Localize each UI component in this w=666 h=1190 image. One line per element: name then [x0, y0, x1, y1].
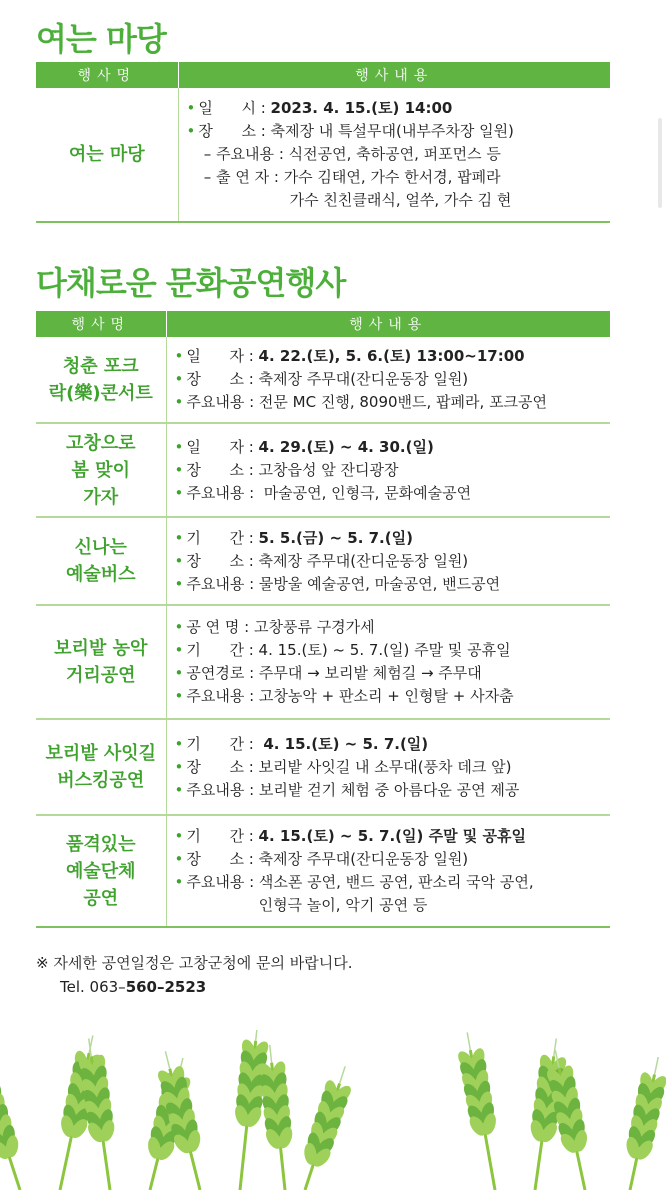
- opening-event-table: [36, 62, 610, 223]
- contact-note: [36, 951, 353, 999]
- bullet-icon: •: [174, 873, 184, 891]
- detail-label: 주요내용: [186, 873, 245, 891]
- section-title-culture: 다채로운 문화공연행사: [36, 264, 346, 302]
- detail-label: 장 소: [186, 460, 244, 479]
- note-text: ※ 자세한 공연일정은 고창군청에 문의 바랍니다.: [36, 954, 353, 972]
- event-row: [36, 517, 610, 605]
- event-details: [166, 719, 610, 815]
- detail-line: [175, 436, 611, 459]
- detail-separator: :: [244, 687, 259, 705]
- event-name: 여는 마당: [36, 88, 178, 222]
- detail-label: 일 시: [198, 99, 256, 117]
- detail-value: 인형극 놀이, 악기 공연 등: [258, 896, 428, 914]
- culture-event-table: [36, 311, 610, 928]
- detail-value: 2023. 4. 15.(토) 14:00: [270, 99, 453, 117]
- detail-label: 장 소: [186, 370, 244, 388]
- bullet-icon: •: [174, 780, 184, 799]
- detail-label: 장 소: [186, 757, 244, 776]
- detail-separator: :: [243, 734, 264, 753]
- detail-value: 식전공연, 축하공연, 퍼포먼스 등: [288, 145, 501, 163]
- bullet-icon: •: [174, 641, 184, 659]
- detail-value: 5. 5.(금) ~ 5. 7.(일): [258, 528, 413, 547]
- event-row: [36, 423, 610, 517]
- bullet-icon: •: [174, 483, 184, 502]
- bullet-icon: •: [174, 460, 184, 479]
- detail-label: 장 소: [198, 122, 256, 140]
- detail-label: 일 자: [186, 347, 244, 365]
- detail-line: [187, 143, 611, 166]
- detail-value: 물방울 예술공연, 마술공연, 밴드공연: [258, 574, 501, 593]
- detail-separator: :: [269, 168, 284, 186]
- detail-separator: :: [274, 145, 289, 163]
- detail-label: 기 간: [186, 528, 244, 547]
- detail-line: [187, 166, 611, 189]
- detail-line: [175, 871, 611, 894]
- detail-line: [175, 550, 611, 573]
- header-event-name: 행사명: [36, 311, 166, 337]
- detail-separator: :: [243, 757, 259, 776]
- detail-value: 고창농악 + 판소리 + 인형탈 + 사자춤: [258, 687, 514, 705]
- bullet-icon: •: [174, 528, 184, 547]
- detail-label: 기 간: [186, 734, 244, 753]
- detail-line: [175, 685, 611, 708]
- detail-separator: :: [244, 483, 264, 502]
- bullet-icon: •: [186, 122, 196, 140]
- detail-separator: :: [239, 618, 254, 636]
- detail-label: – 출 연 자: [189, 168, 270, 186]
- bullet-icon: •: [174, 827, 184, 845]
- event-details: [166, 423, 610, 517]
- detail-label: 장 소: [186, 551, 244, 570]
- detail-label: 주요내용: [186, 687, 245, 705]
- detail-line: [175, 639, 611, 662]
- detail-separator: :: [243, 347, 259, 365]
- detail-line: [175, 662, 611, 685]
- detail-value: 4. 15.(토) ~ 5. 7.(일): [263, 734, 429, 753]
- detail-label: [178, 896, 245, 914]
- detail-separator: :: [244, 574, 259, 593]
- detail-line: [175, 368, 611, 391]
- detail-value: 4. 15.(토) ~ 5. 7.(일) 주말 및 공휴일: [258, 827, 526, 845]
- event-details: [166, 815, 610, 927]
- detail-value: 가수 김태연, 가수 한서경, 팝페라: [283, 168, 501, 186]
- event-row: [36, 719, 610, 815]
- detail-value: 마술공연, 인형극, 문화예술공연: [263, 483, 472, 502]
- detail-line: [175, 825, 611, 848]
- detail-separator: :: [243, 827, 259, 845]
- detail-separator: :: [243, 641, 259, 659]
- detail-separator: :: [243, 850, 259, 868]
- detail-value: 4. 29.(토) ~ 4. 30.(일): [258, 437, 434, 456]
- bullet-icon: •: [174, 618, 184, 636]
- detail-line: [175, 779, 611, 802]
- detail-line: [175, 894, 611, 917]
- event-name: 신나는 예술버스: [36, 517, 166, 605]
- phone-number: [36, 975, 353, 999]
- event-details: [166, 605, 610, 719]
- bullet-icon: •: [174, 757, 184, 776]
- detail-value: 축제장 주무대(잔디운동장 일원): [258, 370, 469, 388]
- bullet-icon: •: [174, 664, 184, 682]
- detail-separator: :: [244, 393, 259, 411]
- detail-value: 보리밭 사잇길 내 소무대(풍차 데크 앞): [258, 757, 512, 776]
- event-row: [36, 337, 610, 423]
- event-details: [166, 517, 610, 605]
- event-details: [178, 88, 610, 222]
- detail-value: 전문 MC 진행, 8090밴드, 팝페라, 포크공연: [258, 393, 548, 411]
- event-name: 보리밭 사잇길 버스킹공연: [36, 719, 166, 815]
- detail-label: – 주요내용: [189, 145, 275, 163]
- detail-separator: :: [244, 780, 259, 799]
- detail-label: 주요내용: [186, 483, 245, 502]
- detail-separator: :: [244, 664, 259, 682]
- detail-line: [175, 616, 611, 639]
- bullet-icon: •: [174, 347, 184, 365]
- detail-line: [175, 345, 611, 368]
- detail-separator: :: [255, 99, 271, 117]
- wheat-stalks-icon: [0, 1030, 666, 1190]
- event-name: 청춘 포크 락(樂)콘서트: [36, 337, 166, 423]
- event-row: [36, 815, 610, 927]
- detail-line: [175, 573, 611, 596]
- bullet-icon: •: [174, 850, 184, 868]
- detail-label: 일 자: [186, 437, 244, 456]
- detail-line: [175, 848, 611, 871]
- header-event-content: 행사내용: [178, 62, 610, 88]
- event-details: [166, 337, 610, 423]
- detail-line: [175, 756, 611, 779]
- detail-separator: :: [255, 122, 271, 140]
- detail-label: [190, 191, 276, 209]
- scrollbar[interactable]: [658, 118, 662, 208]
- detail-label: 공연경로: [186, 664, 245, 682]
- detail-separator: :: [243, 460, 259, 479]
- event-row: [36, 605, 610, 719]
- detail-line: [175, 733, 611, 756]
- detail-line: [175, 482, 611, 505]
- detail-separator: [244, 896, 258, 914]
- detail-separator: :: [243, 437, 259, 456]
- event-name: 보리밭 농악 거리공연: [36, 605, 166, 719]
- detail-label: 공 연 명: [186, 618, 240, 636]
- bullet-icon: •: [174, 734, 184, 753]
- detail-value: 고창풍류 구경가세: [253, 618, 375, 636]
- detail-value: 가수 친친클래식, 얼쑤, 가수 김 현: [289, 191, 512, 209]
- detail-line: [175, 391, 611, 414]
- detail-line: [187, 97, 611, 120]
- detail-value: 축제장 내 특설무대(내부주차장 일원): [270, 122, 514, 140]
- bullet-icon: •: [174, 687, 184, 705]
- detail-value: 고창읍성 앞 잔디광장: [258, 460, 399, 479]
- detail-value: 색소폰 공연, 밴드 공연, 판소리 국악 공연,: [258, 873, 534, 891]
- section-title-opening: 여는 마당: [36, 20, 166, 58]
- detail-label: 주요내용: [186, 780, 245, 799]
- detail-value: 축제장 주무대(잔디운동장 일원): [258, 850, 469, 868]
- phone-number-main: 560–2523: [125, 978, 207, 996]
- detail-value: 축제장 주무대(잔디운동장 일원): [258, 551, 469, 570]
- detail-separator: :: [244, 873, 259, 891]
- header-event-name: 행사명: [36, 62, 178, 88]
- bullet-icon: •: [174, 370, 184, 388]
- detail-value: 4. 15.(토) ~ 5. 7.(일) 주말 및 공휴일: [258, 641, 511, 659]
- detail-separator: :: [243, 370, 259, 388]
- event-name: 품격있는 예술단체 공연: [36, 815, 166, 927]
- bullet-icon: •: [186, 99, 196, 117]
- detail-line: [175, 459, 611, 482]
- phone-prefix: Tel. 063–: [60, 978, 126, 996]
- detail-separator: :: [243, 551, 259, 570]
- detail-separator: [275, 191, 289, 209]
- event-name: 고창으로 봄 맞이 가자: [36, 423, 166, 517]
- bullet-icon: •: [174, 437, 184, 456]
- detail-label: 장 소: [186, 850, 244, 868]
- event-row: [36, 88, 610, 222]
- detail-line: [175, 527, 611, 550]
- detail-separator: :: [243, 528, 259, 547]
- bullet-icon: •: [174, 551, 184, 570]
- detail-label: 기 간: [186, 827, 244, 845]
- detail-label: 기 간: [186, 641, 244, 659]
- header-event-content: 행사내용: [166, 311, 610, 337]
- detail-label: 주요내용: [186, 574, 245, 593]
- detail-label: 주요내용: [186, 393, 245, 411]
- detail-value: 보리밭 걷기 체험 중 아름다운 공연 제공: [258, 780, 520, 799]
- bullet-icon: •: [174, 574, 184, 593]
- detail-value: 주무대 → 보리밭 체험길 → 주무대: [258, 664, 482, 682]
- detail-line: [187, 189, 611, 212]
- detail-line: [187, 120, 611, 143]
- bullet-icon: •: [174, 393, 184, 411]
- detail-value: 4. 22.(토), 5. 6.(토) 13:00~17:00: [258, 347, 525, 365]
